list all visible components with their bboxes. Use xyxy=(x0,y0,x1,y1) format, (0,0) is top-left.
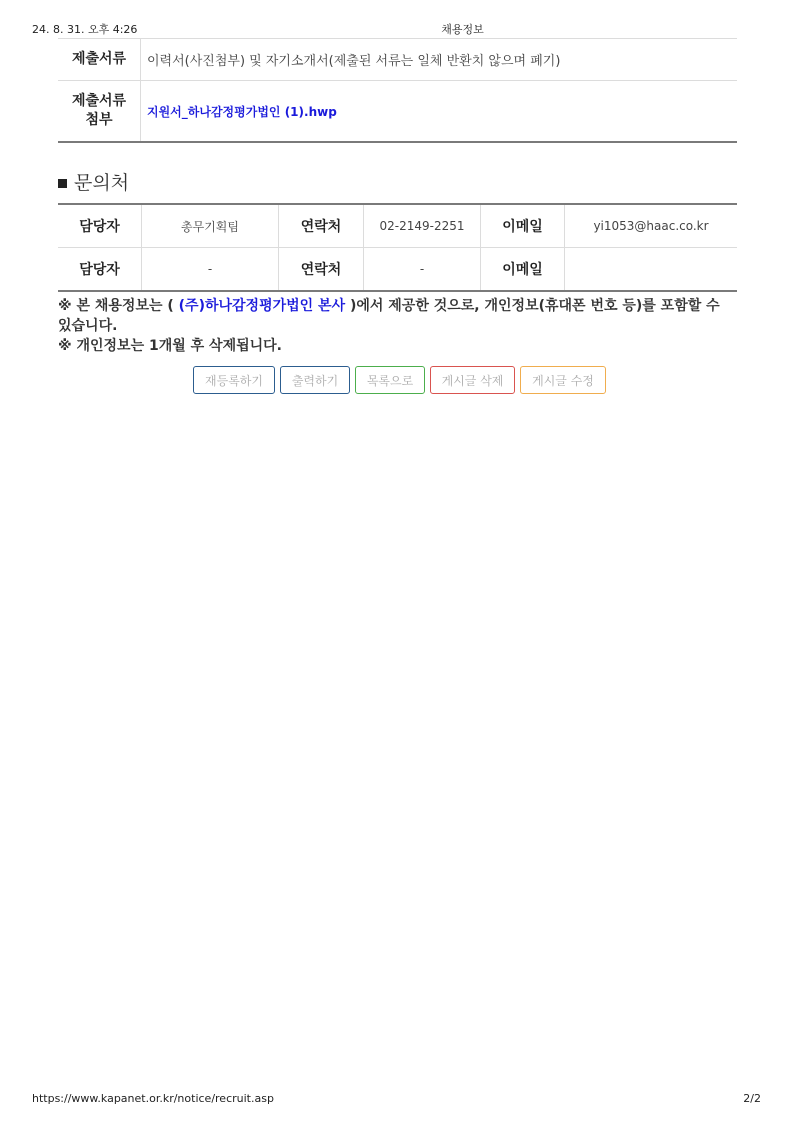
action-buttons xyxy=(193,366,606,394)
contact-section-label: 문의처 xyxy=(74,172,130,194)
phone-label: 연락처 xyxy=(279,248,364,292)
attach-label-line1: 제출서류 xyxy=(71,93,127,109)
manager-label: 담당자 xyxy=(58,204,142,248)
email-value: yi1053@haac.co.kr xyxy=(565,204,738,248)
table-row xyxy=(58,81,737,143)
email-label: 이메일 xyxy=(481,248,565,292)
attach-label-line2: 첨부 xyxy=(85,112,113,128)
manager-label: 담당자 xyxy=(58,248,142,292)
notice-line-2: ※ 개인정보는 1개월 후 삭제됩니다. xyxy=(58,338,282,354)
notice-line-1 xyxy=(58,296,738,336)
table-row xyxy=(58,248,737,292)
attachment-file-link[interactable]: 지원서_하나감정평가법인 (1).hwp xyxy=(147,104,337,119)
attach-label xyxy=(58,81,141,143)
manager-value: 총무기획팀 xyxy=(142,204,279,248)
company-link[interactable]: (주)하나감정평가법인 본사 xyxy=(178,298,346,314)
attach-value xyxy=(141,81,738,143)
table-row xyxy=(58,204,737,248)
print-title: 채용정보 xyxy=(441,23,484,36)
phone-value: - xyxy=(364,248,481,292)
phone-label: 연락처 xyxy=(279,204,364,248)
notice-suffix: )에서 제공한 것으로, 개인정보(휴대폰 번호 등)를 포함할 수 있습니다. xyxy=(58,298,720,334)
reregister-button[interactable]: 재등록하기 xyxy=(193,366,275,394)
phone-value: 02-2149-2251 xyxy=(364,204,481,248)
email-value xyxy=(565,248,738,292)
contact-section-title xyxy=(58,168,129,195)
print-footer-page: 2/2 xyxy=(743,1092,761,1105)
docs-value: 이력서(사진첨부) 및 자기소개서(제출된 서류는 일체 반환치 않으며 폐기) xyxy=(141,39,738,81)
table-row xyxy=(58,39,737,81)
manager-value: - xyxy=(142,248,279,292)
submission-table xyxy=(58,38,737,143)
docs-label: 제출서류 xyxy=(58,39,141,81)
notice-block xyxy=(58,296,738,356)
print-datetime: 24. 8. 31. 오후 4:26 xyxy=(32,23,138,36)
email-label: 이메일 xyxy=(481,204,565,248)
contact-table xyxy=(58,203,737,292)
print-button[interactable]: 출력하기 xyxy=(280,366,350,394)
list-button[interactable]: 목록으로 xyxy=(355,366,425,394)
notice-prefix: ※ 본 채용정보는 ( xyxy=(58,298,179,314)
delete-post-button[interactable]: 게시글 삭제 xyxy=(430,366,515,394)
edit-post-button[interactable]: 게시글 수정 xyxy=(520,366,606,394)
square-bullet-icon xyxy=(58,179,67,188)
print-footer-url: https://www.kapanet.or.kr/notice/recruit.asp xyxy=(32,1092,274,1105)
